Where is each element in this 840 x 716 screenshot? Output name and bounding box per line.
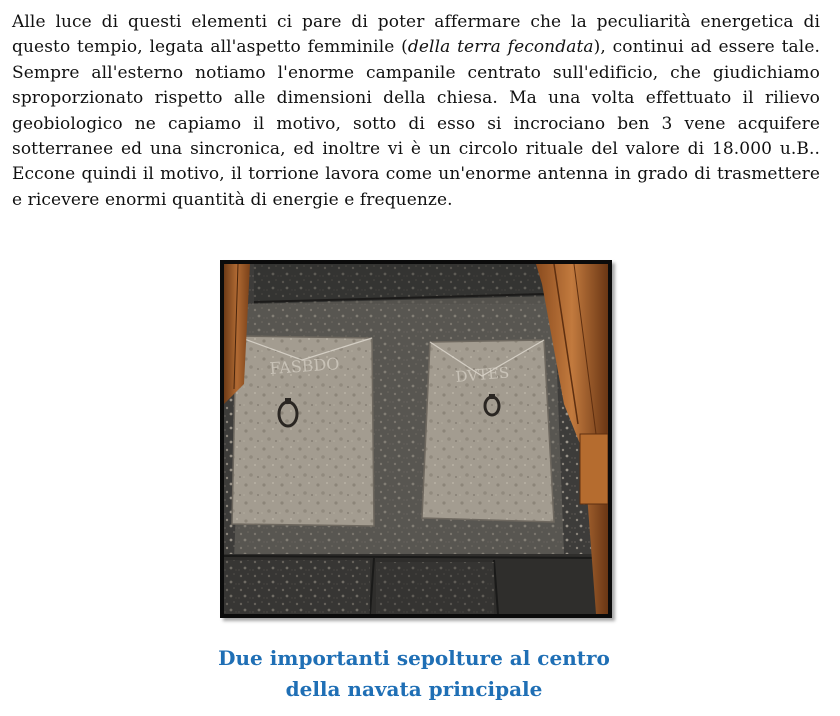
left-slab-inscription: FASBDO (268, 354, 341, 378)
paragraph-text-start: Alle luce di questi elementi ci pare di poter affermare che la peculiarità energetica di questo tempio, legata all'aspetto femminile ( (12, 12, 820, 58)
paragraph-text-end: ), continui ad essere tale. Sempre all'esterno notiamo l'enorme campanile centrato sull'edificio, che giudichiamo sproporzionato rispetto alle dimensioni della chiesa. Ma una volta effettuato il rilievo geobiologico ne capiamo il motivo, sotto di esso si incrociano ben 3 vene acquifere sotterranee ed una sincronica, ed inoltre vi è un circolo rituale del valore di 18.000 u.B.. Eccone quindi il motivo, il torrione lavora come un'enorme antenna in grado di trasmettere e ricevere enormi quantità di energie e frequenze. (12, 37, 820, 210)
paragraph-italic-phrase: della terra fecondata (407, 37, 594, 58)
caption-line-1: Due importanti sepolture al centro (218, 646, 610, 670)
tomb-photo-image (224, 264, 608, 614)
right-slab-inscription: DVTES (454, 363, 510, 386)
tomb-photo (220, 260, 612, 618)
caption-line-2: della navata principale (285, 677, 543, 701)
photo-caption (0, 643, 828, 705)
body-paragraph (12, 10, 820, 213)
